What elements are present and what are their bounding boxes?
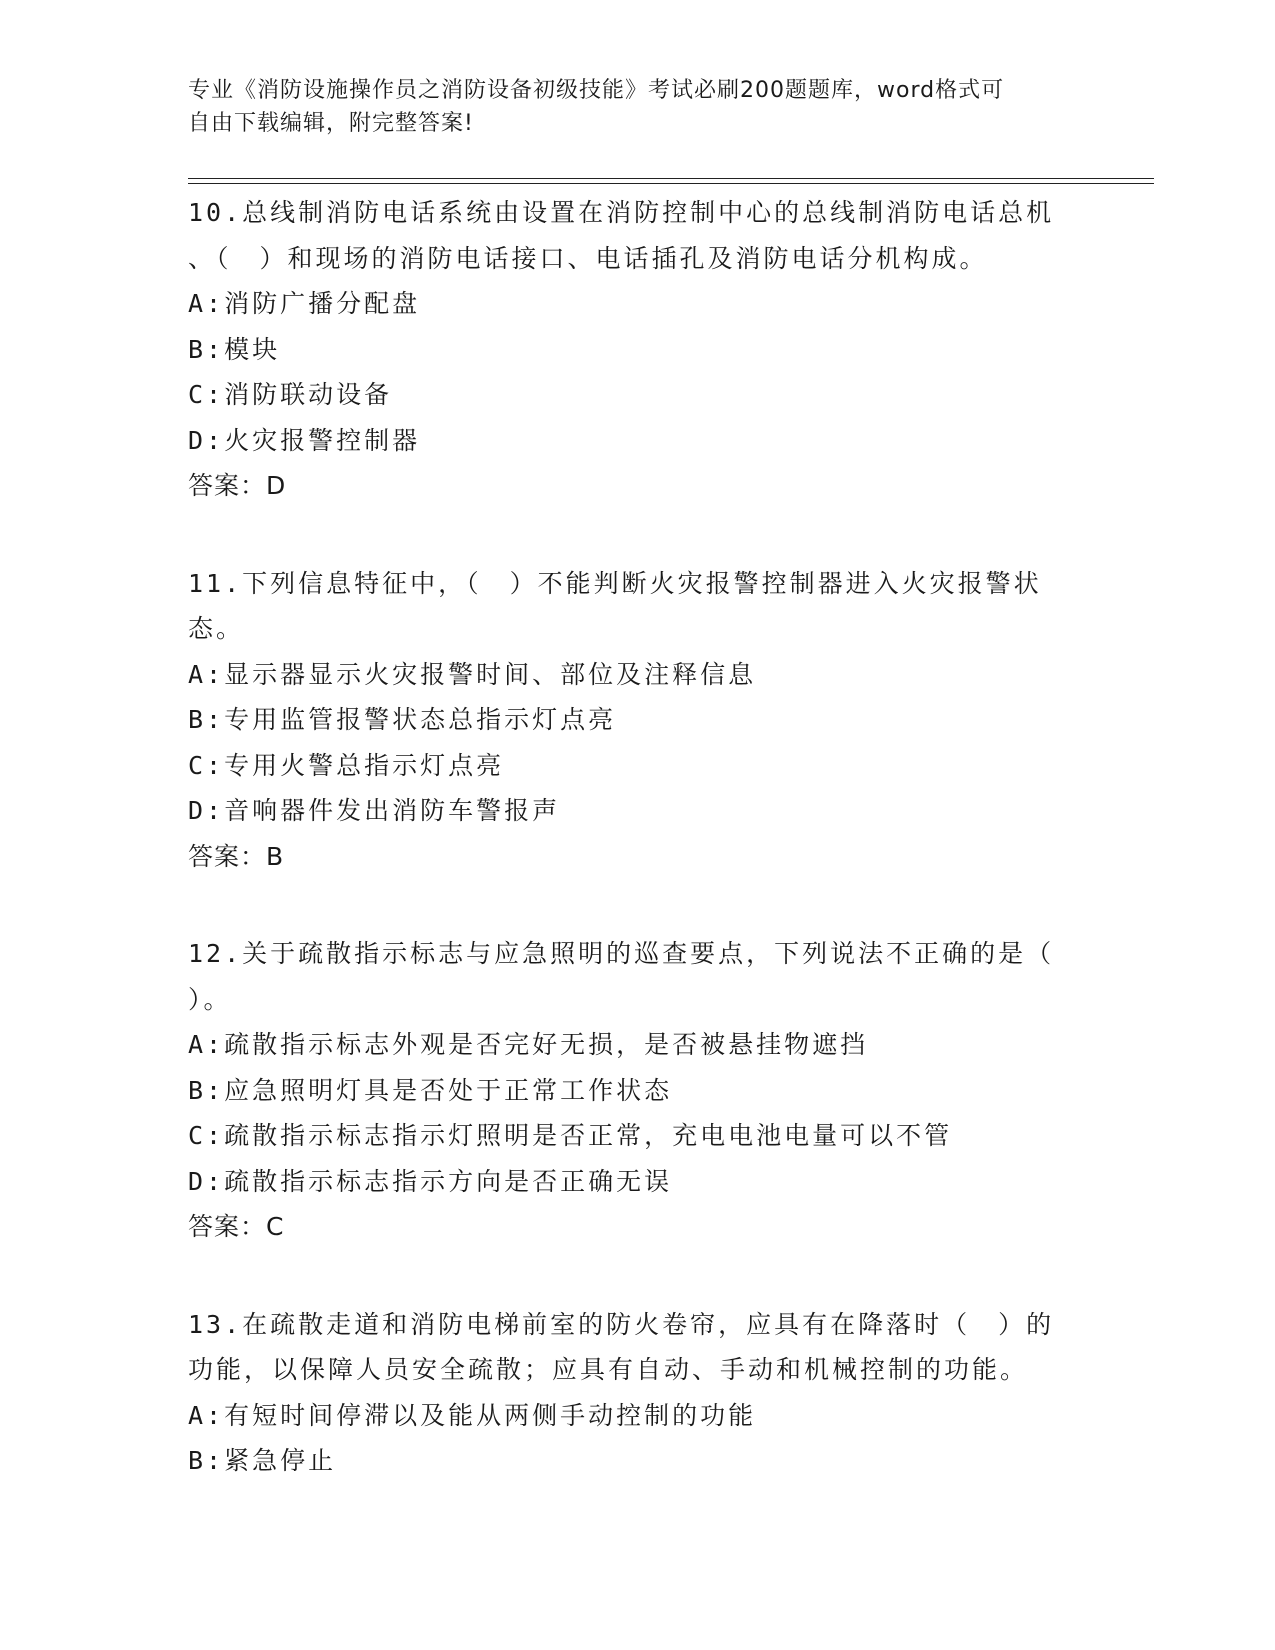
option-d: D:疏散指示标志指示方向是否正确无误	[188, 1166, 673, 1196]
option-b: B:模块	[188, 334, 281, 364]
option-d: D:音响器件发出消防车警报声	[188, 796, 561, 825]
question-stem-line: 功能，以保障人员安全疏散；应具有自动、手动和机械控制的功能。	[188, 1355, 1029, 1384]
question-list	[188, 190, 1078, 1536]
question-stem-line: 11.下列信息特征中，（ ）不能判断火灾报警控制器进入火灾报警状	[188, 568, 1042, 598]
header-divider-bottom	[188, 183, 1154, 184]
answer-label: 答案：B	[188, 841, 285, 871]
option-b: B:专用监管报警状态总指示灯点亮	[188, 705, 617, 734]
option-a: A:显示器显示火灾报警时间、部位及注释信息	[188, 659, 757, 689]
option-c: C:专用火警总指示灯点亮	[188, 750, 505, 780]
question-12	[188, 931, 1078, 1250]
answer-label: 答案：C	[188, 1212, 285, 1241]
question-stem-line: 12.关于疏散指示标志与应急照明的巡查要点，下列说法不正确的是（	[188, 939, 1055, 968]
option-c: C:疏散指示标志指示灯照明是否正常，充电电池电量可以不管	[188, 1121, 953, 1150]
question-11	[188, 561, 1078, 880]
option-d: D:火灾报警控制器	[188, 425, 421, 455]
option-b: B:紧急停止	[188, 1446, 337, 1475]
question-stem-line: ）。	[188, 984, 232, 1014]
header-line-1: 专业《消防设施操作员之消防设备初级技能》考试必刷200题题库，word格式可	[188, 78, 1005, 103]
option-b: B:应急照明灯具是否处于正常工作状态	[188, 1075, 673, 1105]
option-a: A:消防广播分配盘	[188, 289, 421, 318]
option-a: A:有短时间停滞以及能从两侧手动控制的功能	[188, 1400, 757, 1430]
answer-label: 答案：D	[188, 471, 287, 500]
question-10	[188, 190, 1078, 509]
document-header	[188, 74, 1068, 140]
question-stem-line: 态。	[188, 614, 245, 643]
option-a: A:疏散指示标志外观是否完好无损，是否被悬挂物遮挡	[188, 1030, 869, 1059]
question-stem-line: 10.总线制消防电话系统由设置在消防控制中心的总线制消防电话总机	[188, 198, 1055, 227]
question-stem-line: 、（ ）和现场的消防电话接口、电话插孔及消防电话分机构成。	[188, 243, 988, 273]
question-13	[188, 1302, 1078, 1484]
header-divider-top	[188, 178, 1154, 179]
header-line-2: 自由下载编辑，附完整答案!	[188, 111, 474, 136]
option-c: C:消防联动设备	[188, 380, 393, 409]
question-stem-line: 13.在疏散走道和消防电梯前室的防火卷帘，应具有在降落时（ ）的	[188, 1309, 1055, 1339]
